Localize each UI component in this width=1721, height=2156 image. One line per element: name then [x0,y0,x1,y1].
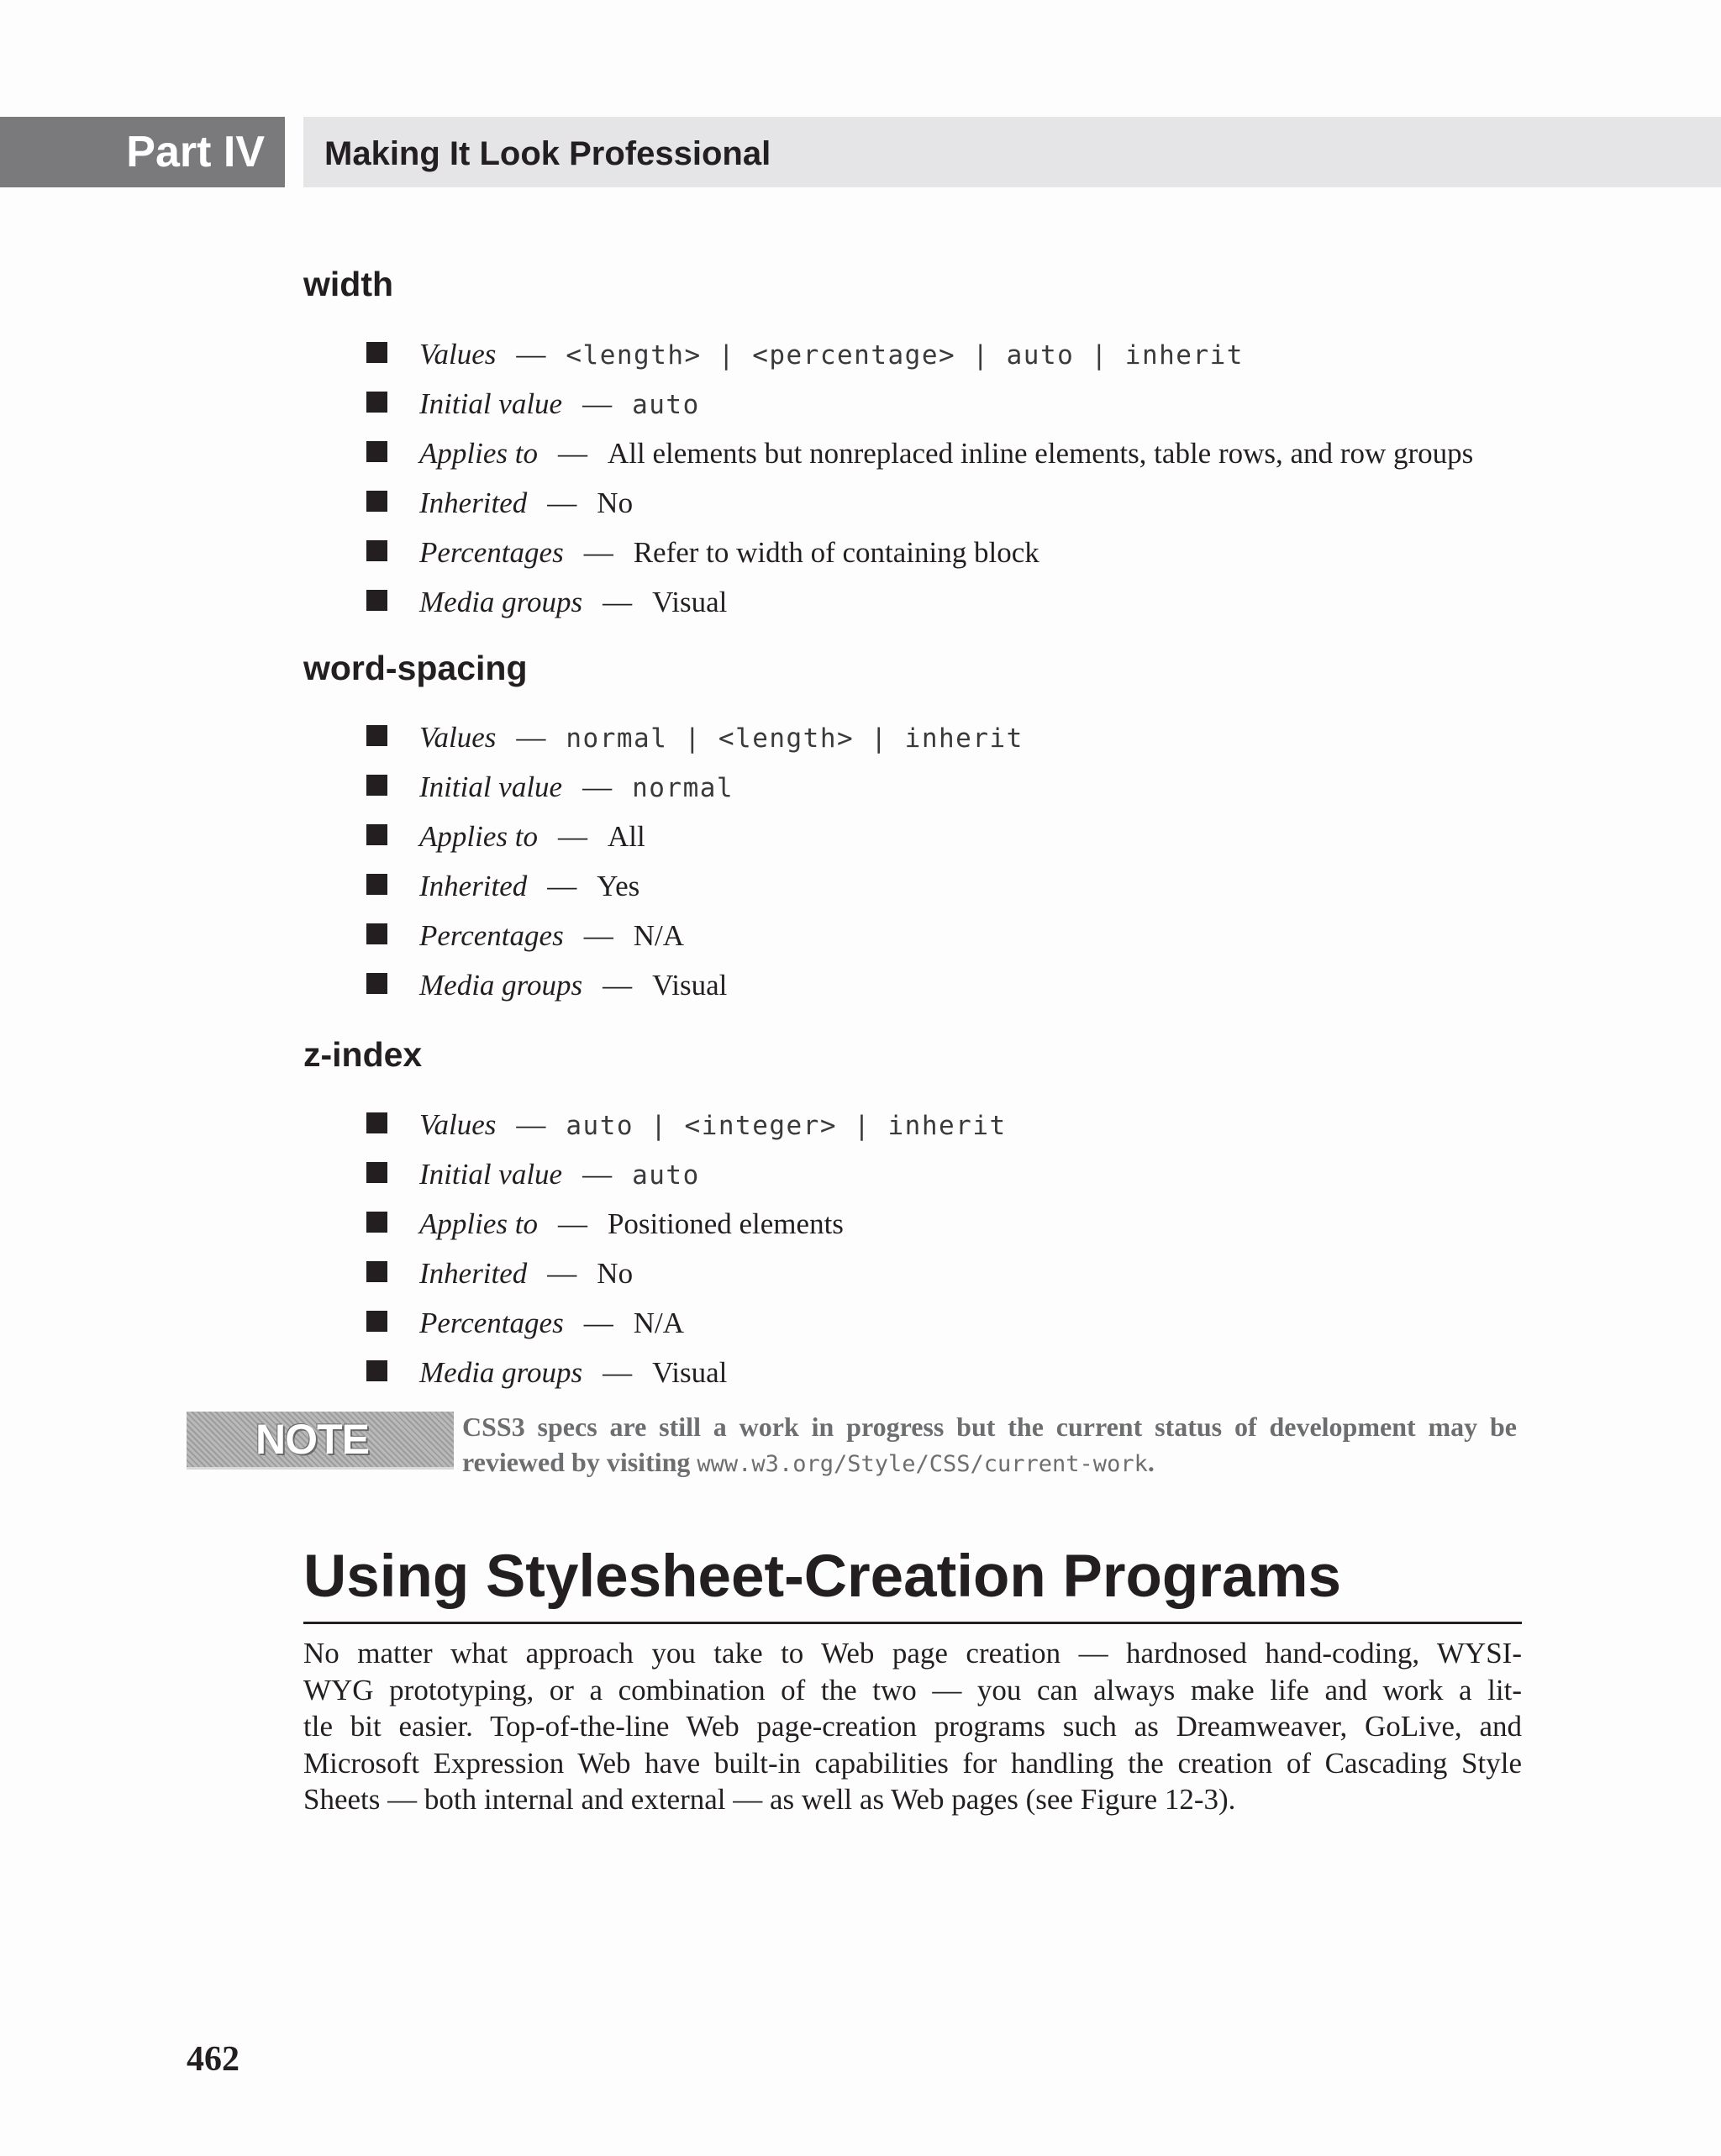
page-number: 462 [187,2040,239,2079]
em-dash: — [582,1158,613,1191]
note-badge-label: NOTE [255,1416,369,1463]
chapter-title: Making It Look Professional [324,135,771,172]
section-heading: Using Stylesheet-Creation Programs [303,1539,1522,1624]
square-bullet-icon [366,874,387,895]
em-dash: — [557,437,587,470]
em-dash: — [557,820,587,853]
item-label: Initial value [419,387,563,420]
part-label: Part IV [0,117,285,187]
square-bullet-icon [366,590,387,611]
square-bullet-icon [366,725,387,746]
square-bullet-icon [366,1112,387,1133]
item-label: Inherited [419,1257,528,1290]
note-body: CSS3 specs are still a work in progress but the current status of development may be reviewed by visiting [462,1412,1517,1477]
square-bullet-icon [366,1261,387,1282]
item-value: All [607,820,645,853]
paragraph-line: tle bit easier. Top-of-the-line Web page-creation programs such as Dreamweaver, GoLive, and [303,1710,1522,1743]
item-label: Media groups [419,1356,583,1389]
property-heading-width: width [303,265,394,303]
paragraph-line: Sheets — both internal and external — as well as Web pages (see Figure 12-3). [303,1783,1236,1816]
chapter-title-bar [303,117,1721,187]
em-dash: — [603,969,633,1002]
item-value: auto | <integer> | inherit [566,1111,1007,1141]
item-label: Percentages [419,1307,564,1339]
item-value: Visual [652,1356,728,1389]
paragraph-line: WYG prototyping, or a combination of the two — you can always make life and work a lit- [303,1673,1522,1706]
item-value: Visual [652,969,728,1002]
item-label: Applies to [419,437,538,470]
property-heading-z-index: z-index [303,1035,423,1074]
item-label: Values [419,1108,497,1141]
note-badge-icon [187,1412,454,1470]
em-dash: — [547,870,577,902]
note-text [462,1409,1517,1482]
square-bullet-icon [366,923,387,944]
item-value: normal [632,773,734,803]
square-bullet-icon [366,540,387,561]
square-bullet-icon [366,1162,387,1183]
property-heading-word-spacing: word-spacing [303,649,528,687]
item-value: Yes [597,870,640,902]
item-label: Percentages [419,919,564,952]
paragraph-line: No matter what approach you take to Web page creation — hardnosed hand-coding, WYSI- [303,1637,1522,1670]
square-bullet-icon [366,342,387,363]
item-value: N/A [633,1307,684,1339]
item-label: Values [419,338,497,371]
item-label: Initial value [419,1158,563,1191]
square-bullet-icon [366,491,387,512]
item-label: Applies to [419,820,538,853]
item-value: normal | <length> | inherit [566,723,1024,754]
em-dash: — [583,919,613,952]
em-dash: — [583,536,613,569]
item-value: Refer to width of containing block [633,536,1039,569]
em-dash: — [547,1257,577,1290]
item-value: Visual [652,586,728,618]
square-bullet-icon [366,392,387,413]
item-label: Initial value [419,770,563,803]
item-label: Inherited [419,486,528,519]
em-dash: — [557,1207,587,1240]
em-dash: — [582,387,613,420]
item-label: Values [419,721,497,754]
em-dash: — [516,338,546,371]
em-dash: — [603,586,633,618]
square-bullet-icon [366,1360,387,1381]
em-dash: — [603,1356,633,1389]
item-label: Media groups [419,586,583,618]
item-label: Percentages [419,536,564,569]
square-bullet-icon [366,973,387,994]
item-value: N/A [633,919,684,952]
square-bullet-icon [366,1212,387,1233]
em-dash: — [516,721,546,754]
item-value: No [597,486,634,519]
item-value: Positioned elements [607,1207,844,1240]
paragraph-line: Microsoft Expression Web have built-in capabilities for handling the creation of Cascading Style [303,1746,1522,1780]
item-value: No [597,1257,634,1290]
em-dash: — [547,486,577,519]
item-label: Inherited [419,870,528,902]
note-period: . [1147,1447,1155,1477]
item-value: auto [632,390,700,420]
item-value: All elements but nonreplaced inline elements, table rows, and row groups [607,437,1474,470]
note-url[interactable]: www.w3.org/Style/CSS/current-work [697,1451,1148,1477]
item-label: Media groups [419,969,583,1002]
body-paragraph [303,1635,1522,1818]
em-dash: — [516,1108,546,1141]
square-bullet-icon [366,824,387,845]
item-value: auto [632,1160,700,1191]
item-value: <length> | <percentage> | auto | inherit [566,340,1244,371]
item-label: Applies to [419,1207,538,1240]
em-dash: — [583,1307,613,1339]
square-bullet-icon [366,1311,387,1332]
em-dash: — [582,770,613,803]
square-bullet-icon [366,775,387,796]
square-bullet-icon [366,441,387,462]
